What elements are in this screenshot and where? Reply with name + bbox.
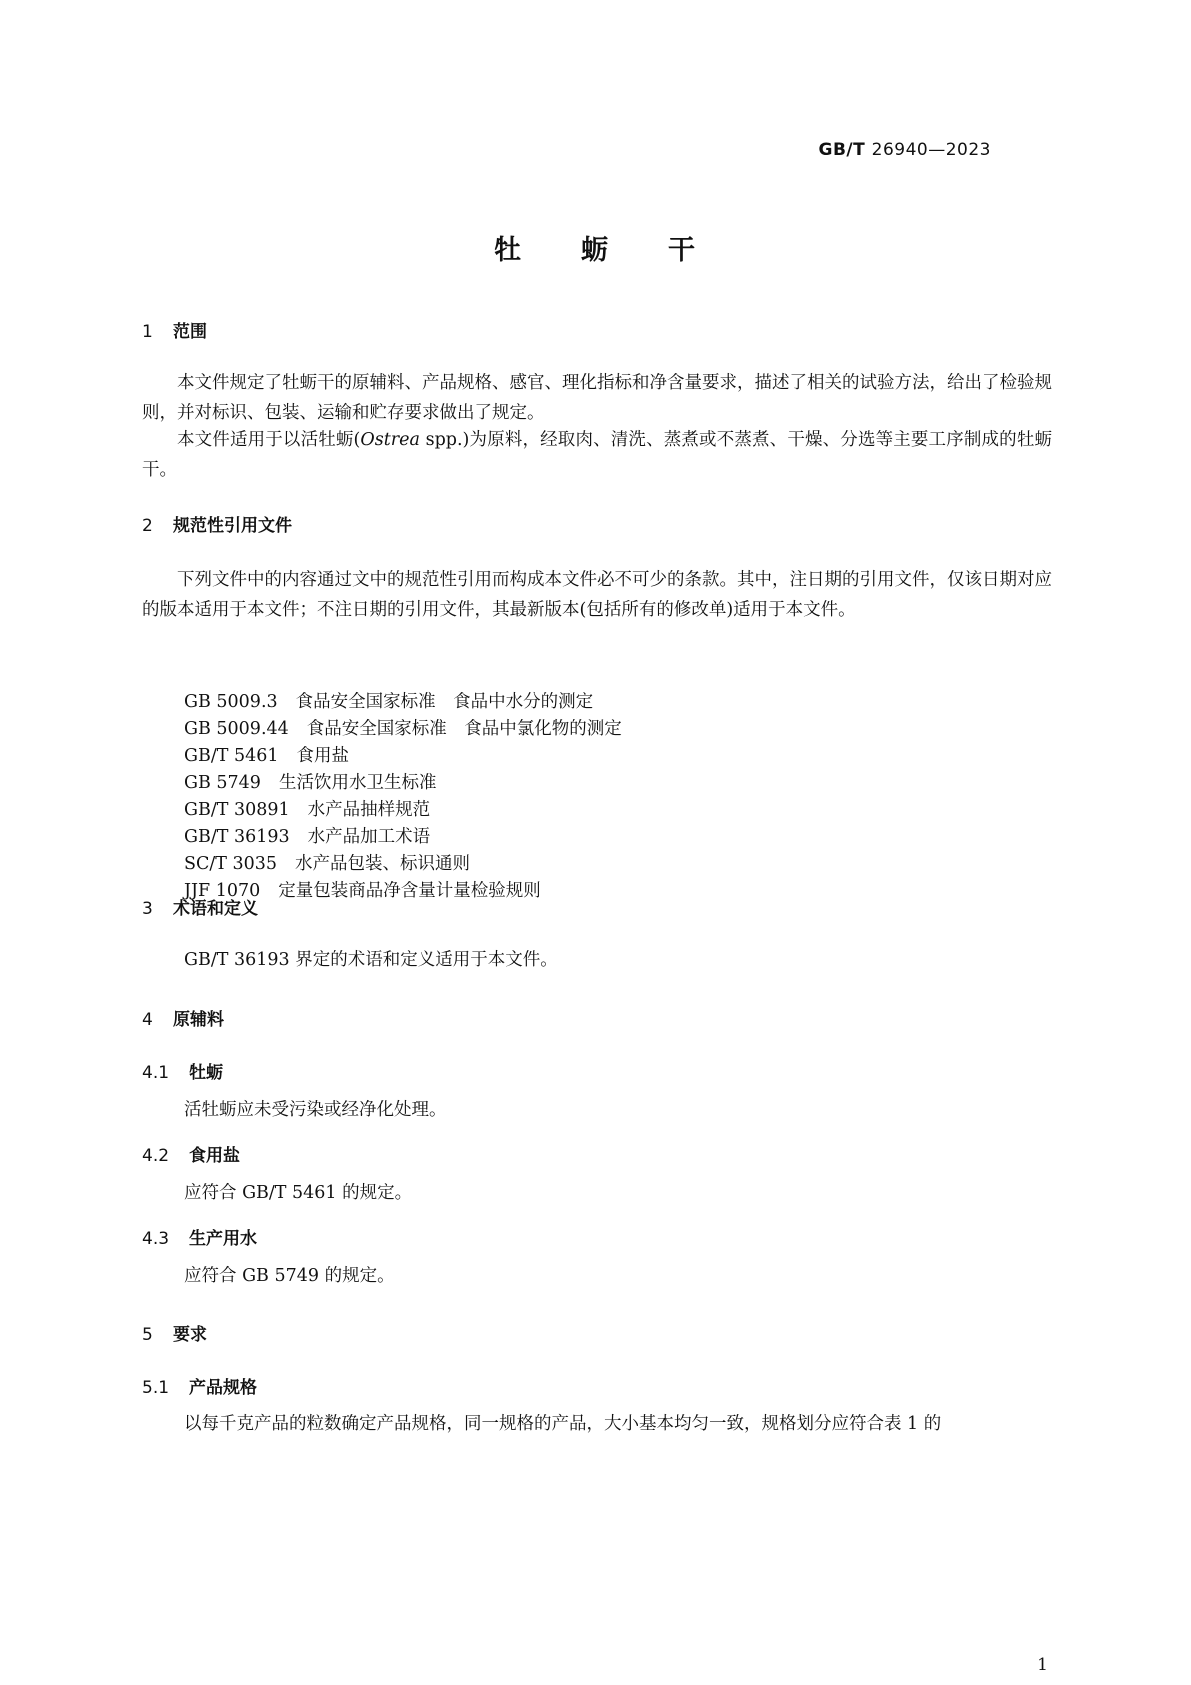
section-number: 4 — [142, 1010, 153, 1030]
reference-name: 水产品包装、标识通则 — [295, 854, 471, 874]
subsection-number: 4.1 — [142, 1063, 170, 1083]
section-title: 要求 — [173, 1325, 207, 1345]
section-number: 1 — [142, 322, 153, 342]
spec-paragraph: 以每千克产品的粒数确定产品规格，同一规格的产品，大小基本均匀一致，规格划分应符合表 1 的 — [184, 1414, 942, 1434]
scope-text-pre: 本文件适用于以活牡蛎( — [177, 430, 361, 450]
reference-item — [184, 715, 622, 742]
section-title: 规范性引用文件 — [173, 516, 292, 536]
salt-paragraph: 应符合 GB/T 5461 的规定。 — [184, 1183, 413, 1203]
section-number: 5 — [142, 1325, 153, 1345]
reference-name: 水产品加工术语 — [307, 827, 431, 847]
scope-paragraph-2 — [142, 425, 1052, 485]
section-heading-2 — [142, 511, 292, 536]
reference-name: 食品安全国家标准 食品中氯化物的测定 — [306, 719, 622, 739]
subsection-heading-4-3 — [142, 1224, 257, 1249]
water-paragraph: 应符合 GB 5749 的规定。 — [184, 1266, 395, 1286]
reference-name: 生活饮用水卫生标准 — [278, 773, 437, 793]
subsection-title: 牡蛎 — [189, 1063, 223, 1083]
scope-latin-name: Ostrea — [360, 430, 420, 450]
subsection-title: 产品规格 — [189, 1378, 257, 1398]
section-number: 2 — [142, 516, 153, 536]
subsection-heading-5-1 — [142, 1373, 257, 1398]
section-heading-4 — [142, 1005, 224, 1030]
standard-code — [819, 140, 991, 160]
subsection-heading-4-2 — [142, 1141, 240, 1166]
reference-code: GB/T 5461 — [184, 746, 279, 766]
section-title: 范围 — [173, 322, 207, 342]
section-heading-1 — [142, 317, 207, 342]
reference-code: GB/T 36193 — [184, 827, 290, 847]
oyster-paragraph: 活牡蛎应未受污染或经净化处理。 — [184, 1100, 447, 1120]
reference-code: JJF 1070 — [184, 881, 261, 901]
reference-name: 食品安全国家标准 食品中水分的测定 — [295, 692, 594, 712]
document-title: 牡 蛎 干 — [494, 235, 697, 266]
references-intro-paragraph: 下列文件中的内容通过文中的规范性引用而构成本文件必不可少的条款。其中，注日期的引用文件，仅该日期对应的版本适用于本文件；不注日期的引用文件，其最新版本(包括所有的修改单)适用于本文件。 — [142, 570, 1052, 620]
reference-code: GB 5749 — [184, 773, 261, 793]
subsection-number: 4.3 — [142, 1229, 170, 1249]
reference-code: GB/T 30891 — [184, 800, 290, 820]
standard-number: 26940—2023 — [871, 140, 991, 160]
reference-item — [184, 742, 622, 769]
subsection-title: 食用盐 — [189, 1146, 240, 1166]
subsection-heading-4-1 — [142, 1058, 223, 1083]
subsection-number: 5.1 — [142, 1378, 170, 1398]
reference-name: 水产品抽样规范 — [307, 800, 431, 820]
reference-code: SC/T 3035 — [184, 854, 278, 874]
section-number: 3 — [142, 899, 153, 919]
reference-item — [184, 688, 622, 715]
terms-paragraph: GB/T 36193 界定的术语和定义适用于本文件。 — [184, 950, 558, 970]
page-number: 1 — [1037, 1655, 1048, 1675]
section-heading-5 — [142, 1320, 207, 1345]
reference-item — [184, 850, 622, 877]
reference-code: GB 5009.3 — [184, 692, 278, 712]
reference-item — [184, 796, 622, 823]
subsection-title: 生产用水 — [189, 1229, 257, 1249]
section-heading-3 — [142, 894, 258, 919]
standard-prefix: GB/T — [818, 140, 866, 160]
reference-list — [184, 688, 622, 904]
reference-name: 食用盐 — [296, 746, 350, 766]
scope-paragraph-1: 本文件规定了牡蛎干的原辅料、产品规格、感官、理化指标和净含量要求，描述了相关的试验方法，给出了检验规则，并对标识、包装、运输和贮存要求做出了规定。 — [142, 373, 1052, 423]
subsection-number: 4.2 — [142, 1146, 170, 1166]
reference-item — [184, 769, 622, 796]
reference-item — [184, 823, 622, 850]
scope-text-post: spp.)为原料，经取肉、清洗、蒸煮或不蒸煮、干燥、分选等主要工序制成的牡蛎干。 — [142, 430, 1052, 480]
section-title: 术语和定义 — [173, 899, 258, 919]
section-title: 原辅料 — [173, 1010, 224, 1030]
reference-name: 定量包装商品净含量计量检验规则 — [278, 881, 541, 901]
reference-code: GB 5009.44 — [184, 719, 289, 739]
